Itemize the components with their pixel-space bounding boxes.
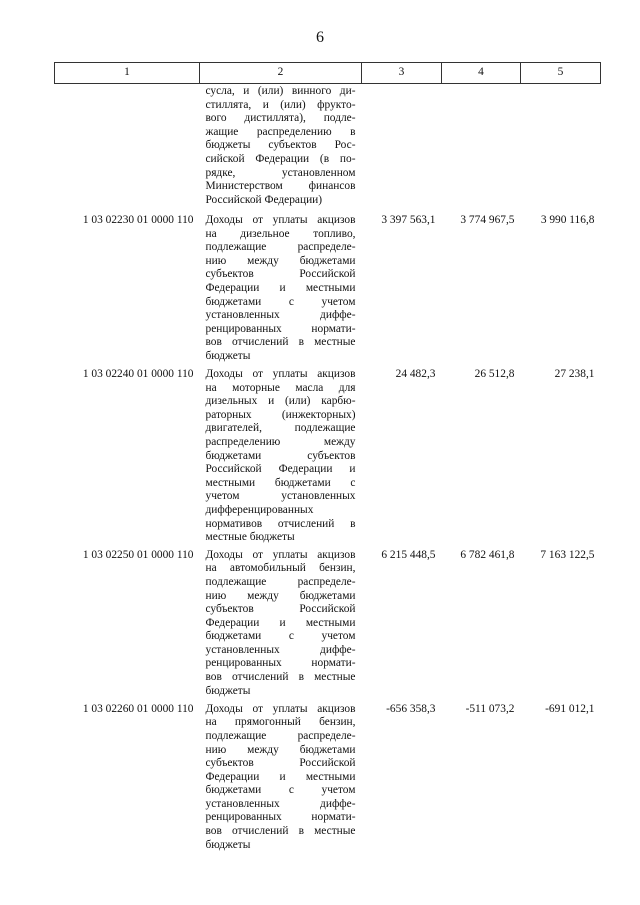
name-line: нию между бюджетами	[205, 743, 356, 756]
name-line: сийской Федерации (в по-	[205, 152, 356, 165]
name-line: двигателей, подлежащие	[205, 422, 356, 435]
name-line: субъектов Российской	[205, 757, 356, 770]
value-cell	[521, 84, 601, 211]
name-cell	[200, 699, 362, 853]
value-cell-col-4: 6 782 461,8	[460, 548, 515, 561]
name-line: ренцированных нормати-	[205, 811, 356, 824]
name-line: дизельных и (или) карбю-	[205, 395, 356, 408]
name-line: бюджетами субъектов	[205, 449, 356, 462]
name-line: дифференцированных	[205, 503, 314, 516]
name-line: Доходы от уплаты акцизов	[205, 548, 356, 561]
name-line: нормативов отчислений в	[205, 517, 356, 530]
value-cell	[442, 84, 521, 211]
value-cell-col-3: 3 397 563,1	[381, 214, 436, 226]
name-line: бюджеты субъектов Рос-	[205, 139, 356, 152]
name-line: подлежащие распределе-	[205, 575, 356, 588]
table-row	[55, 545, 601, 699]
value-cell-col-4: 3 774 967,5	[460, 214, 515, 226]
value-cell-col-3: -656 358,3	[386, 702, 436, 715]
code-cell: 1 03 02250 01 0000 110	[82, 548, 194, 561]
name-line: вого дистиллята), подле-	[205, 112, 356, 125]
value-cell-col-5: -691 012,1	[545, 702, 595, 715]
name-line: бюджетами с учетом	[205, 630, 356, 643]
name-cell	[200, 545, 362, 699]
name-line: сусла, и (или) винного ди-	[205, 85, 356, 97]
name-line: стиллята, и (или) фрукто-	[205, 98, 356, 111]
value-cell-col-3: 24 482,3	[395, 368, 436, 380]
name-line: бюджеты	[205, 349, 251, 362]
name-line: подлежащие распределе-	[205, 241, 356, 254]
code-cell: 1 03 02230 01 0000 110	[82, 214, 194, 226]
name-line: бюджеты	[205, 838, 251, 851]
name-cell	[200, 364, 362, 545]
value-cell-col-4: -511 073,2	[465, 702, 515, 715]
name-line: местные бюджеты	[205, 531, 295, 544]
table-row	[55, 364, 601, 545]
header-col-5: 5	[521, 63, 601, 84]
table-row	[55, 699, 601, 853]
name-line: Министерством финансов	[205, 180, 356, 193]
value-cell	[362, 84, 442, 211]
header-col-1: 1	[55, 63, 200, 84]
name-cell	[200, 210, 362, 364]
name-line: жащие распределению в	[205, 125, 356, 138]
name-line: учетом установленных	[205, 490, 356, 503]
name-line: ренцированных нормати-	[205, 657, 356, 670]
name-line: нию между бюджетами	[205, 589, 356, 602]
name-cell	[200, 84, 362, 211]
name-line: Федерации и местными	[205, 770, 356, 783]
name-line: Российской Федерации)	[205, 193, 323, 206]
name-line: установленных диффе-	[205, 797, 356, 810]
code-cell: 1 03 02240 01 0000 110	[82, 368, 194, 380]
name-line: Доходы от уплаты акцизов	[205, 214, 356, 226]
name-line: бюджетами с учетом	[205, 295, 356, 308]
name-line: Российской Федерации и	[205, 463, 356, 476]
name-line: на моторные масла для	[205, 381, 356, 394]
table-row-continuation	[55, 84, 601, 211]
name-line: вов отчислений в местные	[205, 336, 356, 349]
table-row	[55, 210, 601, 364]
name-line: Доходы от уплаты акцизов	[205, 702, 356, 715]
name-line: на автомобильный бензин,	[205, 562, 356, 575]
header-col-4: 4	[442, 63, 521, 84]
name-line: нию между бюджетами	[205, 254, 356, 267]
name-line: подлежащие распределе-	[205, 729, 356, 742]
name-line: вов отчислений в местные	[205, 671, 356, 684]
code-cell: 1 03 02260 01 0000 110	[82, 702, 194, 715]
name-line: рядке, установленном	[205, 166, 356, 179]
name-line: Федерации и местными	[205, 281, 356, 294]
name-line: установленных диффе-	[205, 643, 356, 656]
name-line: бюджеты	[205, 684, 251, 697]
name-line: раторных (инжекторных)	[205, 408, 356, 421]
value-cell-col-5: 3 990 116,8	[540, 214, 595, 226]
header-col-2: 2	[200, 63, 362, 84]
budget-table	[54, 62, 601, 853]
name-line: местными бюджетами с	[205, 476, 356, 489]
name-line: ренцированных нормати-	[205, 322, 356, 335]
value-cell-col-4: 26 512,8	[474, 368, 515, 380]
header-row	[55, 63, 601, 84]
value-cell-col-5: 27 238,1	[554, 368, 595, 380]
name-line: бюджетами с учетом	[205, 784, 356, 797]
page-number: 6	[316, 29, 324, 46]
name-line: вов отчислений в местные	[205, 825, 356, 838]
value-cell-col-5: 7 163 122,5	[540, 548, 595, 561]
value-cell-col-3: 6 215 448,5	[381, 548, 436, 561]
name-line: Доходы от уплаты акцизов	[205, 368, 356, 380]
code-cell	[55, 84, 200, 211]
header-col-3: 3	[362, 63, 442, 84]
name-line: Федерации и местными	[205, 616, 356, 629]
name-line: на дизельное топливо,	[205, 227, 356, 240]
name-line: субъектов Российской	[205, 268, 356, 281]
name-line: субъектов Российской	[205, 603, 356, 616]
name-line: установленных диффе-	[205, 309, 356, 322]
name-line: распределению между	[205, 435, 356, 448]
name-line: на прямогонный бензин,	[205, 716, 356, 729]
